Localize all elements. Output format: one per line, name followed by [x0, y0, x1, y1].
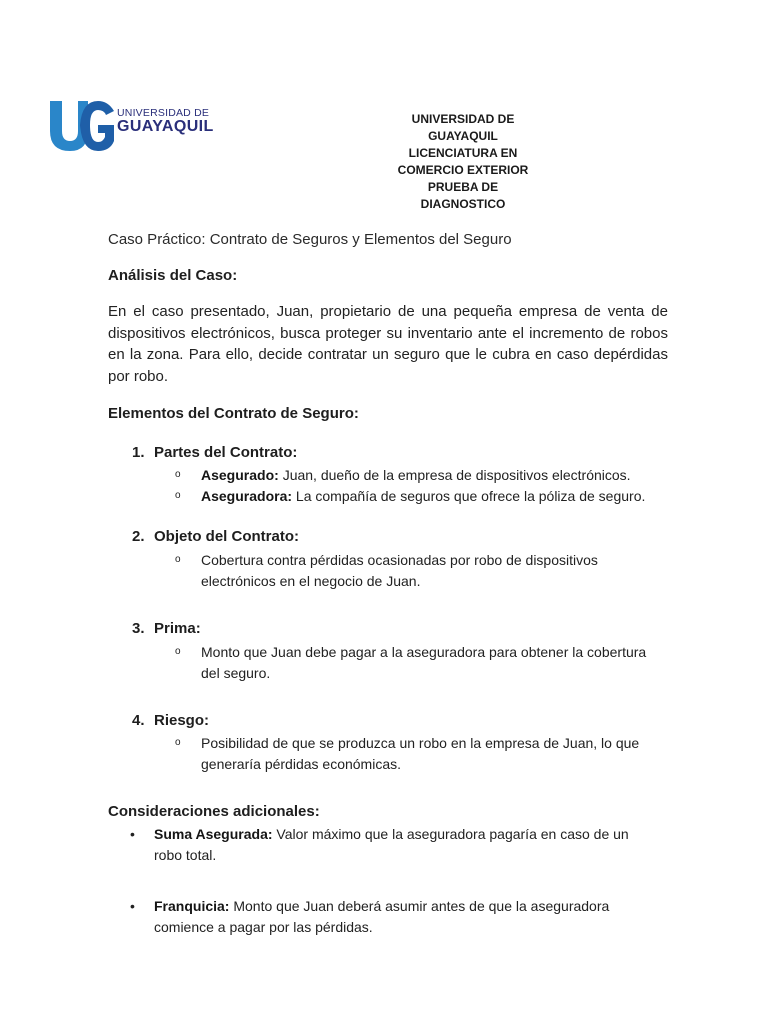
circle-bullet-icon: o	[175, 646, 181, 657]
header-line: GUAYAQUIL	[428, 129, 498, 143]
analysis-heading: Análisis del Caso:	[108, 267, 238, 284]
dot-bullet-icon: •	[130, 826, 135, 842]
document-header	[380, 111, 546, 213]
element-title: Partes del Contrato:	[154, 444, 298, 461]
element-item-3	[132, 620, 201, 637]
circle-bullet-icon: o	[175, 737, 181, 748]
sub-item-text: Cobertura contra pérdidas ocasionadas por robo de dispositivos electrónicos en el negocio de Juan.	[201, 552, 598, 589]
element-title: Prima:	[154, 620, 201, 637]
sub-item-label: Asegurado:	[201, 467, 279, 483]
logo-text-line2: GUAYAQUIL	[117, 118, 214, 135]
consideration-item	[130, 824, 650, 866]
element-item-2	[132, 528, 299, 545]
sub-item	[175, 733, 650, 774]
header-line: UNIVERSIDAD DE	[411, 112, 515, 126]
element-title: Riesgo:	[154, 712, 210, 729]
circle-bullet-icon: o	[175, 490, 181, 501]
header-line: LICENCIATURA EN	[408, 146, 518, 160]
sub-item	[175, 642, 655, 683]
sub-item-text: La compañía de seguros que ofrece la póliza de seguro.	[295, 488, 646, 504]
element-number: 4.	[132, 712, 145, 729]
sub-item-label: Aseguradora:	[201, 488, 293, 504]
university-logo	[48, 97, 214, 153]
sub-item-text: Monto que Juan debe pagar a la aseguradora para obtener la cobertura del seguro.	[201, 644, 647, 681]
element-title: Objeto del Contrato:	[154, 528, 299, 545]
document-title: Caso Práctico: Contrato de Seguros y Elementos del Seguro	[108, 231, 512, 248]
consideration-text: Valor máximo que la aseguradora pagaría en caso de un robo total.	[154, 826, 629, 863]
circle-bullet-icon: o	[175, 554, 181, 565]
consideration-item	[130, 896, 630, 938]
analysis-paragraph: En el caso presentado, Juan, propietario de una pequeña empresa de venta de dispositivos electrónicos, busca proteger su inventario ante el incremento de robos en la zona. Para ello, decide contratar un seguro que le cubra en caso depérdidas por robo.	[108, 303, 668, 385]
header-line: DIAGNOSTICO	[420, 197, 506, 211]
header-line: COMERCIO EXTERIOR	[397, 163, 529, 177]
element-number: 1.	[132, 444, 145, 461]
circle-bullet-icon: o	[175, 469, 181, 480]
sub-item	[175, 465, 655, 486]
considerations-heading: Consideraciones adicionales:	[108, 803, 320, 820]
element-number: 2.	[132, 528, 145, 545]
elements-heading: Elementos del Contrato de Seguro:	[108, 405, 359, 422]
element-item-1	[132, 444, 297, 461]
consideration-text: Monto que Juan deberá asumir antes de que la aseguradora comience a pagar por las pérdidas.	[154, 898, 610, 935]
consideration-label: Suma Asegurada:	[154, 826, 273, 842]
sub-item	[175, 486, 655, 507]
element-number: 3.	[132, 620, 145, 637]
consideration-label: Franquicia:	[154, 898, 230, 914]
dot-bullet-icon: •	[130, 898, 135, 914]
sub-item-text: Juan, dueño de la empresa de dispositivos electrónicos.	[282, 467, 631, 483]
sub-item-text: Posibilidad de que se produzca un robo en la empresa de Juan, lo que generaría pérdidas económicas.	[201, 735, 640, 772]
sub-item	[175, 550, 630, 591]
header-line: PRUEBA DE	[427, 180, 499, 194]
ug-monogram-icon	[48, 97, 116, 153]
logo-text-line1: UNIVERSIDAD DE	[117, 107, 210, 119]
element-item-4	[132, 712, 209, 729]
